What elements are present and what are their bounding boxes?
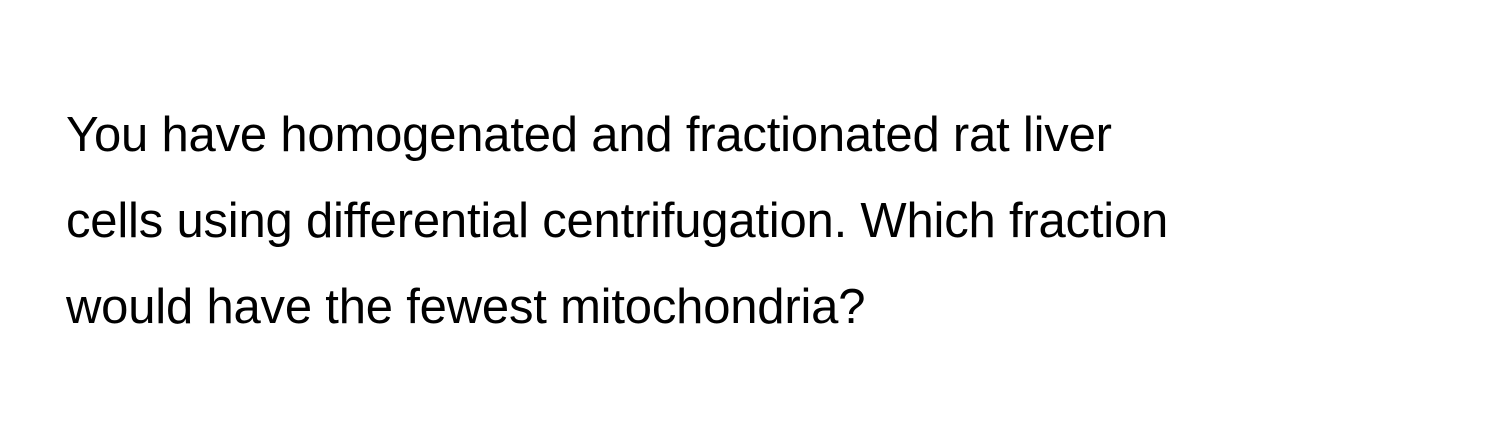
question-text <box>66 92 1466 350</box>
question-line: cells using differential centrifugation. Which fraction <box>66 194 1169 248</box>
question-line: would have the fewest mitochondria? <box>66 280 866 334</box>
question-line: You have homogenated and fractionated rat liver <box>66 108 1112 162</box>
